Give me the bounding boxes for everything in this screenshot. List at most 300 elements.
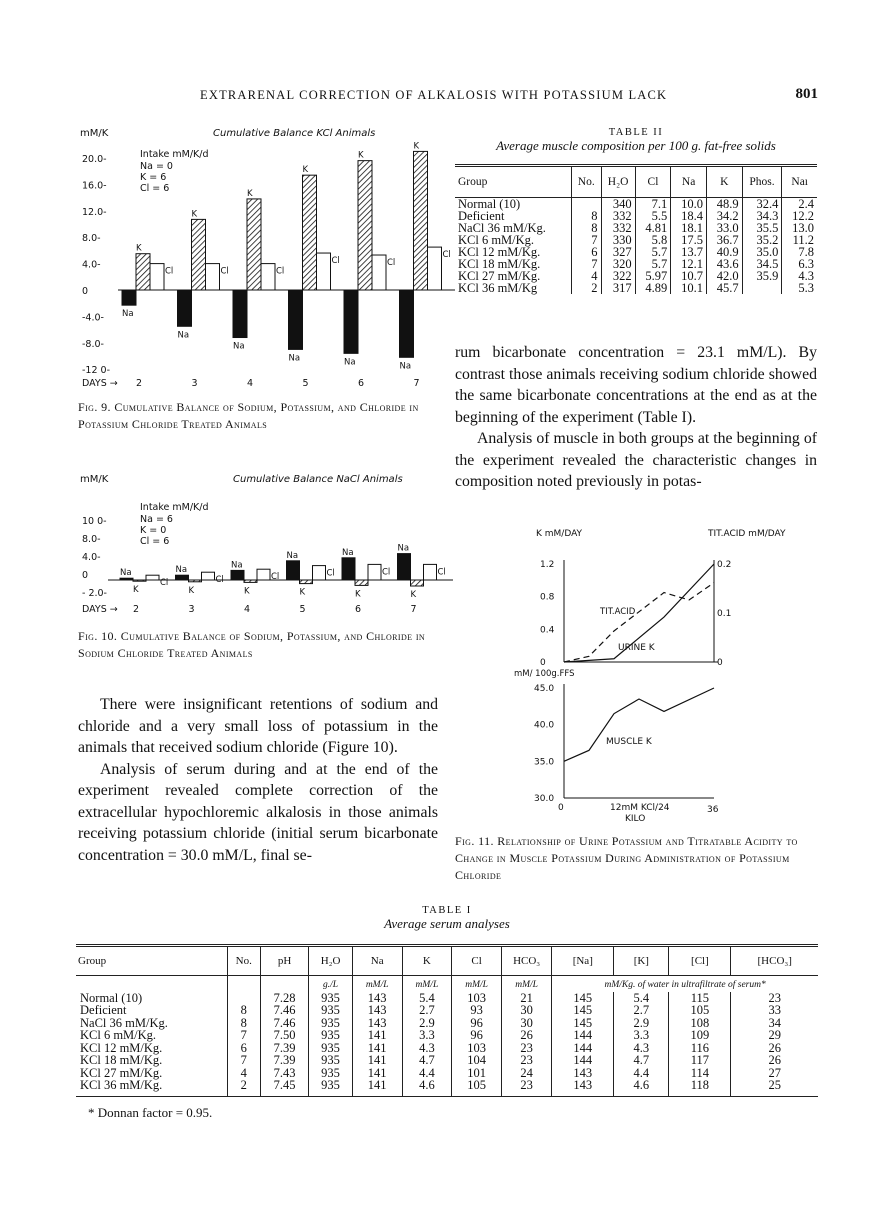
table-cell: 4.81 xyxy=(635,222,671,234)
table-cell: 34.5 xyxy=(742,258,782,270)
bar-label: Na xyxy=(399,361,412,372)
table-cell: 143 xyxy=(552,1067,614,1080)
column-header: Na xyxy=(352,946,402,976)
table-cell: 935 xyxy=(309,1067,353,1080)
bar-label: Cl xyxy=(437,567,446,578)
table-cell: 101 xyxy=(452,1067,502,1080)
table-cell: 7 xyxy=(572,234,602,246)
table-cell: 43.6 xyxy=(706,258,742,270)
table-cell: 2.9 xyxy=(614,1017,669,1030)
table-cell: 935 xyxy=(309,992,353,1005)
bar-label: Cl xyxy=(326,568,335,579)
fig10-intake-1: K = 0 xyxy=(140,525,167,536)
table-cell: 114 xyxy=(669,1067,731,1080)
table-cell: 5.97 xyxy=(635,270,671,282)
table-cell: Normal (10) xyxy=(458,197,521,211)
table-cell: 340 xyxy=(601,198,635,211)
table-cell: KCl 6 mM/Kg. xyxy=(80,1028,157,1042)
table-cell: 5.3 xyxy=(782,282,817,294)
table-cell: 6 xyxy=(572,246,602,258)
table-cell: 25 xyxy=(731,1079,818,1096)
bar-cl xyxy=(257,569,270,580)
table-cell: 141 xyxy=(352,1042,402,1055)
paragraph: rum bicarbonate concentration = 23.1 mM/L). By contrast those animals receiving sodium chloride showed the same bicarbonate concentrations at the end as at the beginning of the experiment (Table I). xyxy=(455,344,817,426)
table-cell: 4.3 xyxy=(782,270,817,282)
table-cell: 5.8 xyxy=(635,234,671,246)
ytick-label: 4.0- xyxy=(82,552,101,563)
ytick-label: 8.0- xyxy=(82,534,101,545)
bar-label: K xyxy=(410,590,417,600)
table-cell: 143 xyxy=(352,992,402,1005)
table-cell: 322 xyxy=(601,270,635,282)
bar-cl xyxy=(313,566,326,580)
table-cell: 104 xyxy=(452,1054,502,1067)
table-cell: 143 xyxy=(552,1079,614,1096)
table-cell: 21 xyxy=(501,992,551,1005)
fig9-title: Cumulative Balance KCl Animals xyxy=(213,128,376,139)
table-cell: 10.1 xyxy=(671,282,707,294)
table-cell: 4.7 xyxy=(614,1054,669,1067)
table-cell: 4.3 xyxy=(614,1042,669,1055)
bar-na xyxy=(400,290,414,357)
table-cell: 103 xyxy=(452,992,502,1005)
table-cell: 7.39 xyxy=(260,1054,308,1067)
units-row xyxy=(76,976,818,992)
table-cell: KCl 27 mM/Kg. xyxy=(80,1065,163,1080)
fig11-x0: 0 xyxy=(558,803,564,813)
table-cell: 144 xyxy=(552,1042,614,1055)
table-cell: 29 xyxy=(731,1029,818,1042)
table-cell: 144 xyxy=(552,1054,614,1067)
table-cell: 4.89 xyxy=(635,282,671,294)
series-label: URINE K xyxy=(618,643,655,653)
ytick-label: -12 0- xyxy=(82,365,111,377)
table-cell: 11.2 xyxy=(782,234,817,246)
xtick-label: 2 xyxy=(133,604,140,615)
bar-label: Cl xyxy=(160,578,169,589)
table-cell: 45.7 xyxy=(706,282,742,294)
xtick-label: 5 xyxy=(302,378,309,389)
left-tick: 45.0 xyxy=(534,684,555,694)
table-cell: 144 xyxy=(552,1029,614,1042)
paragraph: Analysis of serum during and at the end of the experiment revealed complete correction of the extracellular hypochloremic alkalosis in those animals receiving potassium chloride (initial serum bicarbonate concentration = 30.0 mM/L, final se- xyxy=(78,760,438,864)
series-label: TIT.ACID xyxy=(600,607,636,617)
table-cell: KCl 18 mM/Kg. xyxy=(80,1053,163,1067)
table-cell: 3.3 xyxy=(614,1029,669,1042)
table-cell: 7.8 xyxy=(782,246,817,258)
table-cell: Deficient xyxy=(80,1003,127,1017)
table-cell: 935 xyxy=(309,1054,353,1067)
column-header: H₂O xyxy=(309,946,353,976)
table-cell: 2.7 xyxy=(614,1004,669,1017)
bar-cl xyxy=(428,247,442,290)
bar-na xyxy=(122,290,136,305)
xtick-label: 5 xyxy=(299,604,306,615)
bar-na xyxy=(178,290,192,326)
table2-subtitle: Average muscle composition per 100 g. fat-free solids xyxy=(496,138,776,153)
table-cell: 4 xyxy=(572,270,602,282)
fig9-intake-1: K = 6 xyxy=(140,172,167,183)
right-tick: 0.1 xyxy=(717,609,732,619)
bar-label: Cl xyxy=(382,567,391,578)
column-header: Cl xyxy=(635,166,671,198)
bar-cl xyxy=(372,255,386,290)
table-cell: 4.3 xyxy=(402,1042,452,1055)
table-cell: 5.4 xyxy=(614,992,669,1005)
table-cell: 34 xyxy=(731,1017,818,1030)
table-cell: 93 xyxy=(452,1004,502,1017)
bar-label: K xyxy=(302,165,309,176)
table-cell: 6 xyxy=(227,1042,260,1055)
bar-na xyxy=(289,290,303,349)
table-cell: 2.7 xyxy=(402,1004,452,1017)
table1-subtitle: Average serum analyses xyxy=(384,916,510,931)
bar-label: K xyxy=(299,587,306,598)
fig9-ylabel: mM/K xyxy=(80,128,109,139)
table-cell: 4 xyxy=(227,1067,260,1080)
table-cell: 935 xyxy=(309,1029,353,1042)
table-cell: 2 xyxy=(572,282,602,294)
table-cell: 145 xyxy=(552,1017,614,1030)
bar-label: K xyxy=(188,585,195,596)
column-header: [HCO₃] xyxy=(731,946,818,976)
bar-cl xyxy=(261,264,275,290)
table-cell: 7.46 xyxy=(260,1017,308,1030)
table-cell: 26 xyxy=(731,1054,818,1067)
fig10-caption-lead: Fig. 10. xyxy=(78,629,118,643)
table-cell: 17.5 xyxy=(671,234,707,246)
fig11-chart xyxy=(500,526,790,826)
column-header: Group xyxy=(458,176,488,188)
fig10-ylabel: mM/K xyxy=(80,474,109,485)
bar-label: Na xyxy=(344,357,356,368)
xtick-label: 3 xyxy=(188,604,195,615)
table-cell: 18.1 xyxy=(671,222,707,234)
table-cell: 23 xyxy=(501,1054,551,1067)
bar-label: Na xyxy=(397,543,410,554)
bar-label: Na xyxy=(286,550,299,561)
xtick-label: 3 xyxy=(191,378,198,389)
table-cell: 32.4 xyxy=(742,198,782,211)
left-tick: 1.2 xyxy=(540,560,555,570)
fig11-right-label: TIT.ACID mM/DAY xyxy=(708,529,786,539)
table-cell: 320 xyxy=(601,258,635,270)
unit-cell xyxy=(227,976,260,992)
table-cell: 8 xyxy=(227,1017,260,1030)
table-cell: 332 xyxy=(601,210,635,222)
table-cell: 143 xyxy=(352,1004,402,1017)
bar-na xyxy=(342,558,355,580)
bar-label: K xyxy=(133,585,139,596)
left-tick: 0.4 xyxy=(540,625,555,636)
bar-label: Na xyxy=(177,330,190,341)
fig9-intake-label: Intake mM/K/d xyxy=(140,149,209,160)
paragraph: Analysis of muscle in both groups at the beginning of the experiment revealed the characteristic changes in composition noted previously in potas- xyxy=(455,430,817,490)
bar-cl xyxy=(202,572,215,580)
table-cell: 317 xyxy=(601,282,635,294)
ytick-label: 12.0- xyxy=(82,206,107,218)
table-cell: 145 xyxy=(552,1004,614,1017)
table-cell: 26 xyxy=(731,1042,818,1055)
fig10-intake-label: Intake mM/K/d xyxy=(140,502,209,513)
right-column-text xyxy=(455,342,817,493)
fig9-caption-lead: Fig. 9. xyxy=(78,400,111,414)
table2 xyxy=(455,127,817,294)
table-cell: Normal (10) xyxy=(80,990,143,1005)
bar-k xyxy=(247,199,261,290)
fig11-bottom-label: mM/ 100g.FFS xyxy=(514,669,575,679)
table-cell: 116 xyxy=(669,1042,731,1055)
column-header: HCO₃ xyxy=(501,946,551,976)
ytick-label: - 2.0- xyxy=(82,588,107,599)
table-cell: 7.39 xyxy=(260,1042,308,1055)
column-header: Phos. xyxy=(742,166,782,198)
table-cell: 13.0 xyxy=(782,222,817,234)
table-cell: 34.2 xyxy=(706,210,742,222)
table-cell: 30 xyxy=(501,1017,551,1030)
table-cell: 96 xyxy=(452,1029,502,1042)
table-cell: 115 xyxy=(669,992,731,1005)
table-cell: 34.3 xyxy=(742,210,782,222)
table-cell: 4.4 xyxy=(614,1067,669,1080)
table-row xyxy=(76,1079,818,1096)
column-header: H₂O xyxy=(601,166,635,198)
bar-label: Cl xyxy=(165,266,174,277)
table1 xyxy=(76,905,818,1121)
table-cell: 35.0 xyxy=(742,246,782,258)
fig10-chart xyxy=(78,470,448,620)
bar-label: Cl xyxy=(215,575,224,586)
table-cell: KCl 36 mM/Kg xyxy=(458,281,538,295)
column-header: K xyxy=(402,946,452,976)
table-cell: 2 xyxy=(227,1079,260,1096)
bar-k xyxy=(303,175,317,290)
table-cell: 96 xyxy=(452,1017,502,1030)
xtick-label: 6 xyxy=(355,604,362,615)
bar-k xyxy=(189,580,202,582)
bar-label: Cl xyxy=(276,266,285,277)
table-cell: 141 xyxy=(352,1054,402,1067)
table-cell: 40.9 xyxy=(706,246,742,258)
table-cell: 7.50 xyxy=(260,1029,308,1042)
xlabel: DAYS → xyxy=(82,378,118,389)
fig11-left-label: K mM/DAY xyxy=(536,529,583,539)
table-cell: 6.3 xyxy=(782,258,817,270)
ytick-label: 4.0- xyxy=(82,259,101,271)
table-cell: 935 xyxy=(309,1004,353,1017)
table-cell: KCl 12 mM/Kg. xyxy=(80,1040,163,1055)
table-cell: 2.4 xyxy=(782,198,817,211)
fig11-xlabel: 12mM KCl/24 xyxy=(610,803,670,813)
table-cell: KCl 18 mM/Kg. xyxy=(458,257,541,271)
table-cell: 33.0 xyxy=(706,222,742,234)
table-cell: 7 xyxy=(227,1029,260,1042)
ytick-label: 16.0- xyxy=(82,180,107,192)
table-cell: 143 xyxy=(352,1017,402,1030)
bar-k xyxy=(244,580,257,582)
table-cell: 12.1 xyxy=(671,258,707,270)
bar-cl xyxy=(424,564,437,580)
bar-label: Cl xyxy=(387,258,396,269)
table-cell: 7.1 xyxy=(635,198,671,211)
table-cell: 36.7 xyxy=(706,234,742,246)
bar-label: K xyxy=(136,243,142,254)
ytick-label: -8.0- xyxy=(82,338,104,350)
left-column-text xyxy=(78,694,438,866)
fig10-intake-0: Na = 6 xyxy=(140,514,173,525)
table-cell: 33 xyxy=(731,1004,818,1017)
table-cell: 103 xyxy=(452,1042,502,1055)
bar-label: Na xyxy=(231,560,243,571)
bar-label: Cl xyxy=(442,250,451,261)
bar-cl xyxy=(368,564,381,580)
table-cell: NaCl 36 mM/Kg. xyxy=(80,1015,168,1030)
table-cell: 141 xyxy=(352,1029,402,1042)
bar-k xyxy=(414,151,428,290)
bar-label: Na xyxy=(122,309,134,320)
table-cell: 23 xyxy=(501,1042,551,1055)
fig11-caption xyxy=(455,833,817,884)
table-cell: 35.9 xyxy=(742,270,782,282)
table-cell: 5.7 xyxy=(635,246,671,258)
bar-na xyxy=(176,575,189,580)
table-cell: 141 xyxy=(352,1079,402,1096)
column-header: K xyxy=(706,166,742,198)
table-cell: 7.45 xyxy=(260,1079,308,1096)
ytick-label: 10 0- xyxy=(82,516,107,527)
bar-label: K xyxy=(244,586,250,597)
bar-na xyxy=(120,578,133,580)
xtick-label: 6 xyxy=(358,378,365,389)
xtick-label: 4 xyxy=(247,378,254,389)
table-cell: 7.43 xyxy=(260,1067,308,1080)
fig11-caption-lead: Fig. 11. xyxy=(455,834,494,848)
unit-cell: g./L xyxy=(309,976,353,992)
table-cell: 330 xyxy=(601,234,635,246)
table-cell: 935 xyxy=(309,1042,353,1055)
unit-span: mM/Kg. of water in ultrafiltrate of serum* xyxy=(552,976,818,992)
bar-k xyxy=(411,580,424,586)
fig10-caption-text: Cumulative Balance of Sodium, Potassium, and Chloride in Sodium Chloride Treated Animals xyxy=(78,629,426,660)
table-cell: 35.5 xyxy=(742,222,782,234)
column-header: Group xyxy=(78,955,107,967)
right-tick: 0 xyxy=(717,658,723,668)
xlabel: DAYS → xyxy=(82,604,118,615)
table-cell: 3.3 xyxy=(402,1029,452,1042)
table-row xyxy=(76,1004,818,1017)
table-cell: 8 xyxy=(227,1004,260,1017)
unit-cell: mM/L xyxy=(352,976,402,992)
bar-label: K xyxy=(247,188,253,199)
table-cell: 108 xyxy=(669,1017,731,1030)
bar-label: K xyxy=(358,150,364,161)
series-line xyxy=(564,688,714,761)
table-cell: 12.2 xyxy=(782,210,817,222)
bar-k xyxy=(300,580,313,584)
bar-na xyxy=(231,570,244,580)
table-cell: 4.7 xyxy=(402,1054,452,1067)
unit-cell: mM/L xyxy=(452,976,502,992)
fig9-chart xyxy=(78,118,451,390)
table-cell: 4.6 xyxy=(614,1079,669,1096)
bar-label: Na xyxy=(288,353,301,364)
table-cell: 10.0 xyxy=(671,198,707,211)
bar-cl xyxy=(206,264,220,290)
table1-grid xyxy=(76,944,818,1097)
fig11-x36: 36 xyxy=(707,805,719,815)
left-tick: 0.8 xyxy=(540,592,555,603)
unit-cell xyxy=(76,976,227,992)
column-header: [Na] xyxy=(552,946,614,976)
table-cell: NaCl 36 mM/Kg. xyxy=(458,221,546,235)
bar-label: K xyxy=(413,141,420,152)
table-cell: 4.6 xyxy=(402,1079,452,1096)
table-row xyxy=(455,282,817,294)
left-tick: 0 xyxy=(540,658,546,668)
table-cell: 7.46 xyxy=(260,1004,308,1017)
table-cell: 8 xyxy=(572,210,602,222)
left-tick: 40.0 xyxy=(534,720,555,731)
table-cell: 5.5 xyxy=(635,210,671,222)
table1-title: TABLE I xyxy=(422,905,472,916)
unit-cell: mM/L xyxy=(501,976,551,992)
table-cell: 935 xyxy=(309,1017,353,1030)
table2-grid xyxy=(455,164,817,294)
column-header: [K] xyxy=(614,946,669,976)
table-cell: 26 xyxy=(501,1029,551,1042)
unit-cell xyxy=(260,976,308,992)
table-cell: 24 xyxy=(501,1067,551,1080)
table-cell: 7 xyxy=(227,1054,260,1067)
column-header: Cl xyxy=(452,946,502,976)
table-cell: 2.9 xyxy=(402,1017,452,1030)
table-cell: 141 xyxy=(352,1067,402,1080)
bar-cl xyxy=(317,253,331,290)
unit-cell: mM/L xyxy=(402,976,452,992)
table-cell: 13.7 xyxy=(671,246,707,258)
bar-k xyxy=(358,161,372,290)
ytick-label: 0 xyxy=(82,570,89,581)
table-cell: 10.7 xyxy=(671,270,707,282)
left-tick: 30.0 xyxy=(534,794,555,804)
left-tick: 35.0 xyxy=(534,757,555,768)
table-cell: 327 xyxy=(601,246,635,258)
table-cell: 145 xyxy=(552,992,614,1005)
bar-label: Cl xyxy=(331,256,340,267)
fig11-xkilo: KILO xyxy=(625,814,646,824)
table-cell: 23 xyxy=(731,992,818,1005)
xtick-label: 7 xyxy=(410,604,417,615)
column-header: pH xyxy=(260,946,308,976)
table-cell: 48.9 xyxy=(706,198,742,211)
fig10-intake-2: Cl = 6 xyxy=(140,536,170,547)
table-cell: 109 xyxy=(669,1029,731,1042)
bar-label: Na xyxy=(175,565,188,576)
bar-k xyxy=(136,254,150,290)
table-cell: 27 xyxy=(731,1067,818,1080)
table2-title: TABLE II xyxy=(608,127,664,138)
table-cell: 105 xyxy=(452,1079,502,1096)
table-cell: 118 xyxy=(669,1079,731,1096)
fig9-caption-text: Cumulative Balance of Sodium, Potassium, and Chloride in Potassium Chloride Treated Animals xyxy=(78,400,419,431)
ytick-label: 20.0- xyxy=(82,154,107,165)
xtick-label: 2 xyxy=(136,378,143,389)
right-tick: 0.2 xyxy=(717,560,732,570)
bar-label: Na xyxy=(120,568,132,579)
xtick-label: 7 xyxy=(413,378,420,389)
fig9-caption xyxy=(78,399,438,433)
fig10-title: Cumulative Balance NaCl Animals xyxy=(233,474,403,485)
